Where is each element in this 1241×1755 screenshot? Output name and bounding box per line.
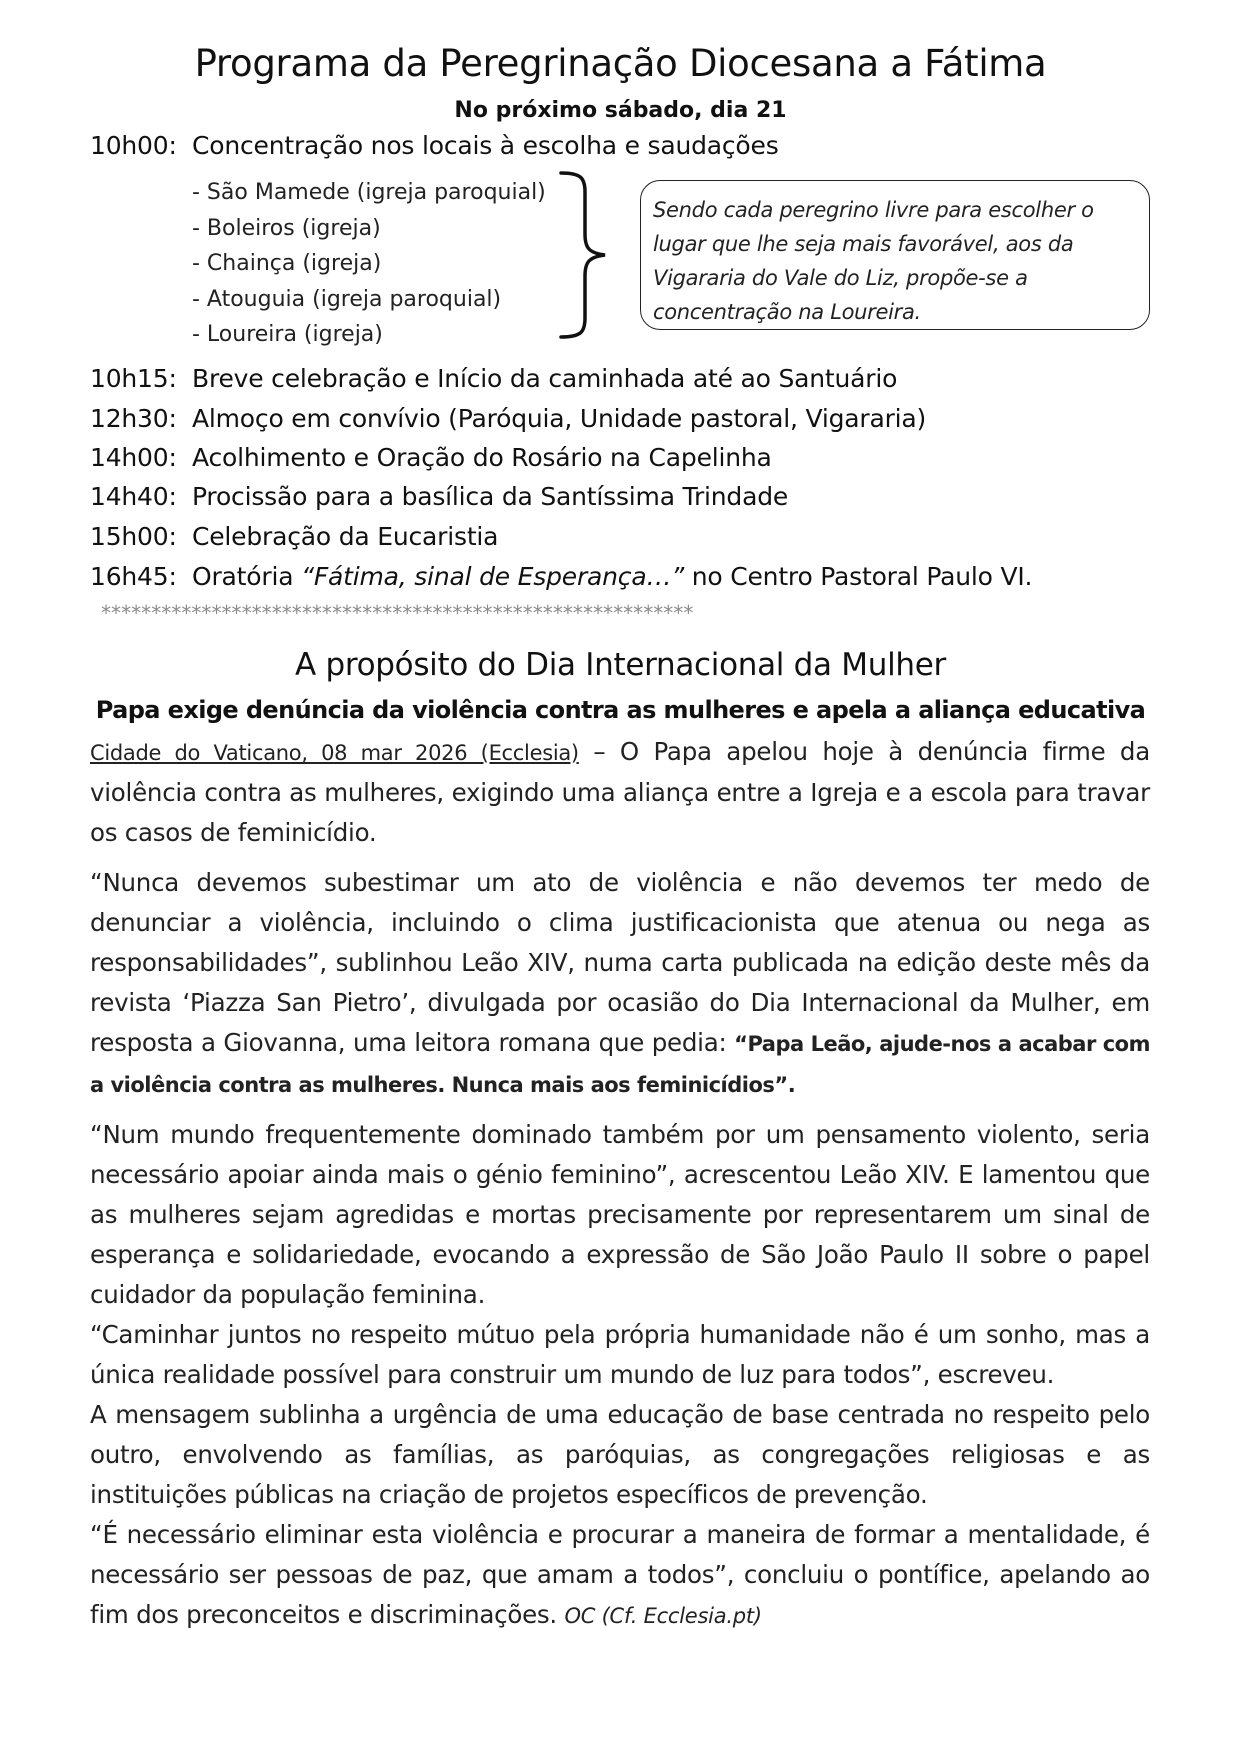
schedule-text: Almoço em convívio (Paróquia, Unidade pastoral, Vigararia) [192,404,927,433]
schedule-item [90,441,772,475]
schedule-item [90,402,926,436]
location-list [192,175,546,353]
location-item: - Chainça (igreja) [192,251,382,276]
article-dateline: Cidade do Vaticano, 08 mar 2026 (Ecclesia) [90,741,579,765]
schedule-text: Concentração nos locais à escolha e saudações [192,131,779,160]
article-paragraph [90,1515,1150,1636]
schedule-time: 10h00: [90,131,177,160]
schedule-item [90,362,897,396]
article-signature: OC (Cf. Ecclesia.pt) [564,1604,762,1628]
article-body [90,732,1150,1636]
article-paragraph [90,732,1150,853]
paragraph-text: “É necessário eliminar esta violência e procurar a maneira de formar a mentalidade, é necessário ser pessoas de paz, que amam a todos”, concluiu o pontífice, apelando ao fim dos preconceitos e discriminações. [90,1520,1150,1629]
schedule-time: 15h00: [90,522,177,551]
article-paragraph: “Caminhar juntos no respeito mútuo pela própria humanidade não é um sonho, mas a única realidade possível para construir um mundo de luz para todos”, escreveu. [90,1320,1150,1389]
article-paragraph: A mensagem sublinha a urgência de uma educação de base centrada no respeito pelo outro, envolvendo as famílias, as paróquias, as congregações religiosas e as instituições públicas na criação de projetos específicos de prevenção. [90,1400,1150,1509]
schedule-time: 14h40: [90,482,177,511]
schedule-text: no Centro Pastoral Paulo VI. [691,562,1033,591]
schedule-item [90,560,1032,594]
schedule-item [90,520,498,554]
curly-brace-icon [555,170,615,340]
schedule-text: Acolhimento e Oração do Rosário na Capelinha [192,443,772,472]
schedule-text: Breve celebração e Início da caminhada até ao Santuário [192,364,898,393]
schedule-item [90,480,788,514]
article-lead: – O Papa apelou hoje à denúncia firme da violência contra as mulheres, exigindo uma aliança entre a Igreja e a escola para travar os casos de feminicídio. [90,737,1151,847]
separator-line: *********************************************************** [100,601,693,625]
location-item: - Loureira (igreja) [192,322,383,347]
schedule-item [90,129,779,163]
schedule-time: 10h15: [90,364,177,393]
schedule-text: Oratória [192,562,294,591]
program-subtitle: No próximo sábado, dia 21 [454,98,787,123]
article-paragraph [90,863,1150,1105]
schedule-time: 12h30: [90,404,177,433]
schedule-text: Celebração da Eucaristia [192,522,499,551]
schedule-time: 16h45: [90,562,177,591]
schedule-time: 14h00: [90,443,177,472]
concentration-note: Sendo cada peregrino livre para escolher o lugar que lhe seja mais favorável, aos da Vigararia do Vale do Liz, propõe-se a concentração na Loureira. [640,180,1150,330]
location-item: - Atouguia (igreja paroquial) [192,286,502,312]
program-title: Programa da Peregrinação Diocesana a Fátima [194,42,1047,85]
article-subtitle: Papa exige denúncia da violência contra as mulheres e apela a aliança educativa [95,696,1146,724]
paragraph-text: “Nunca devemos subestimar um ato de violência e não devemos ter medo de denunciar a violência, incluindo o clima justificacionista que atenua ou nega as responsabilidades”, sublinhou Leão XIV, numa carta publicada na edição deste mês da revista ‘Piazza San Pietro’, divulgada por ocasião do Dia Internacional da Mulher, em resposta a Giovanna, uma leitora romana que pedia: [90,868,1150,1057]
bold-quote: “Papa Leão, ajude-nos a acabar com a violência contra as mulheres. Nunca mais aos feminicídios”. [90,1032,1150,1097]
oratoria-title: “Fátima, sinal de Esperança…” [301,562,684,591]
location-item: - São Mamede (igreja paroquial) [192,180,546,205]
location-item: - Boleiros (igreja) [192,215,381,241]
schedule-text: Procissão para a basílica da Santíssima Trindade [192,482,789,511]
article-title: A propósito do Dia Internacional da Mulher [295,647,946,683]
article-paragraph: “Num mundo frequentemente dominado também por um pensamento violento, seria necessário apoiar ainda mais o génio feminino”, acrescentou Leão XIV. E lamentou que as mulheres sejam agredidas e mortas precisamente por representarem um sinal de esperança e solidariedade, evocando a expressão de São João Paulo II sobre o papel cuidador da população feminina. [90,1120,1150,1309]
